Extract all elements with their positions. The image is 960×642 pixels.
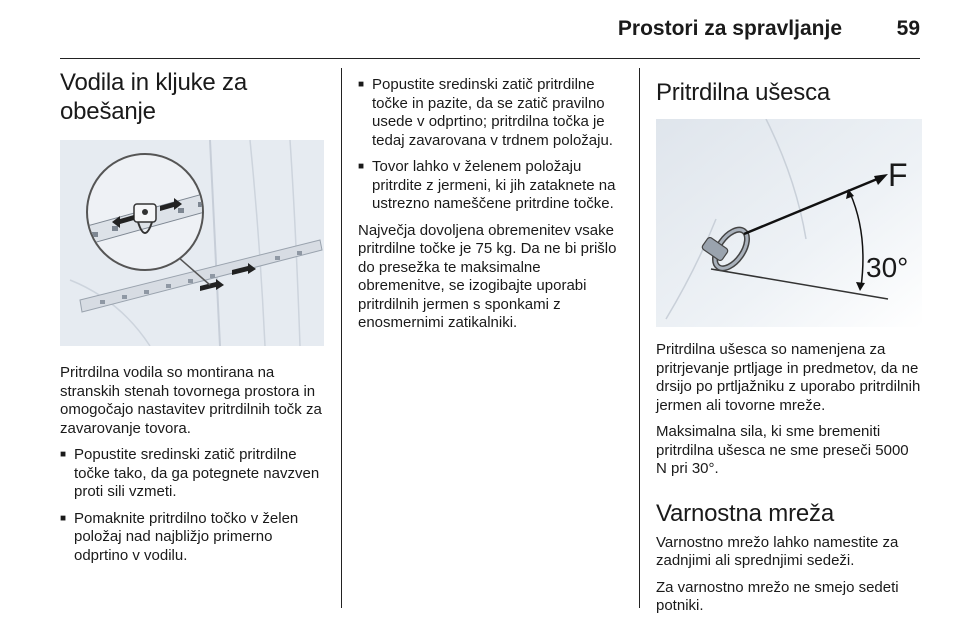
list-item: ■ Popustite sredinski zatič pritrdilne točke tako, da ga potegnete navzven proti sili vzmeti. <box>60 446 324 502</box>
section-title: Prostori za spravljanje <box>617 17 842 40</box>
column-divider-1 <box>341 68 342 608</box>
rail-illustration-svg <box>60 140 324 346</box>
list-item: ■ Popustite sredinski zatič pritrdilne točke in pazite, da se zatič pravilno usede v odprtino; pritrdilna točka je tedaj zavarovana v trdnem položaju. <box>358 76 624 150</box>
column-2 <box>358 68 624 341</box>
column-3 <box>656 68 922 624</box>
tie-down-eye-svg <box>656 119 922 327</box>
angle-label: 30° <box>866 252 909 283</box>
safety-net-paragraph-2: Za varnostno mrežo ne smejo sedeti potniki. <box>656 578 899 614</box>
heading-safety-net: Varnostna mreža <box>656 499 834 527</box>
safety-net-paragraph-1: Varnostno mrežo lahko namestite za zadnjimi ali sprednjimi sedeži. <box>656 533 899 569</box>
page-header <box>0 0 960 58</box>
list-item: ■ Pomaknite pritrdilno točko v želen položaj nad najbližjo primerno odprtino v vodilu. <box>60 510 324 566</box>
rails-steps-list-cont <box>358 76 624 214</box>
force-label: F <box>888 157 908 193</box>
header-rule <box>60 58 920 59</box>
heading-rails-hooks: Vodila in kljuke za obešanje <box>60 69 247 125</box>
rail-illustration <box>60 140 324 346</box>
heading-tie-down-eyes: Pritrdilna ušesca <box>656 79 831 106</box>
max-force-paragraph: Maksimalna sila, ki sme bremeniti pritrdilna ušesca ne sme preseči 5000 N pri 30°. <box>656 423 909 477</box>
column-divider-2 <box>639 68 640 608</box>
tie-down-eye-illustration <box>656 119 922 327</box>
list-item: ■ Tovor lahko v želenem položaju pritrdite z jermeni, ki jih zataknete na ustrezno nameščene pritrdine točke. <box>358 158 624 214</box>
eyes-paragraph: Pritrdilna ušesca so namenjena za pritrjevanje prtljage in predmetov, da ne drsijo po prtljažniku z uporabo pritrdilnih jermen ali tovorne mreže. <box>656 341 921 414</box>
max-load-paragraph: Največja dovoljena obremenitev vsake pritrdilne točke je 75 kg. Da ne bi prišlo do presežka te maksimalne obremenitve, se izogibajte uporabi pritrdilnih jermen s sponkami z enosmernimi zatikalniki. <box>358 221 617 331</box>
rails-steps-list <box>60 446 324 565</box>
page-number: 59 <box>896 17 920 40</box>
column-1 <box>60 68 324 573</box>
rails-intro: Pritrdilna vodila so montirana na stranskih stenah tovornega prostora in omogočajo nastavitev pritrdilnih točk za zavarovanje tovora. <box>60 364 322 437</box>
